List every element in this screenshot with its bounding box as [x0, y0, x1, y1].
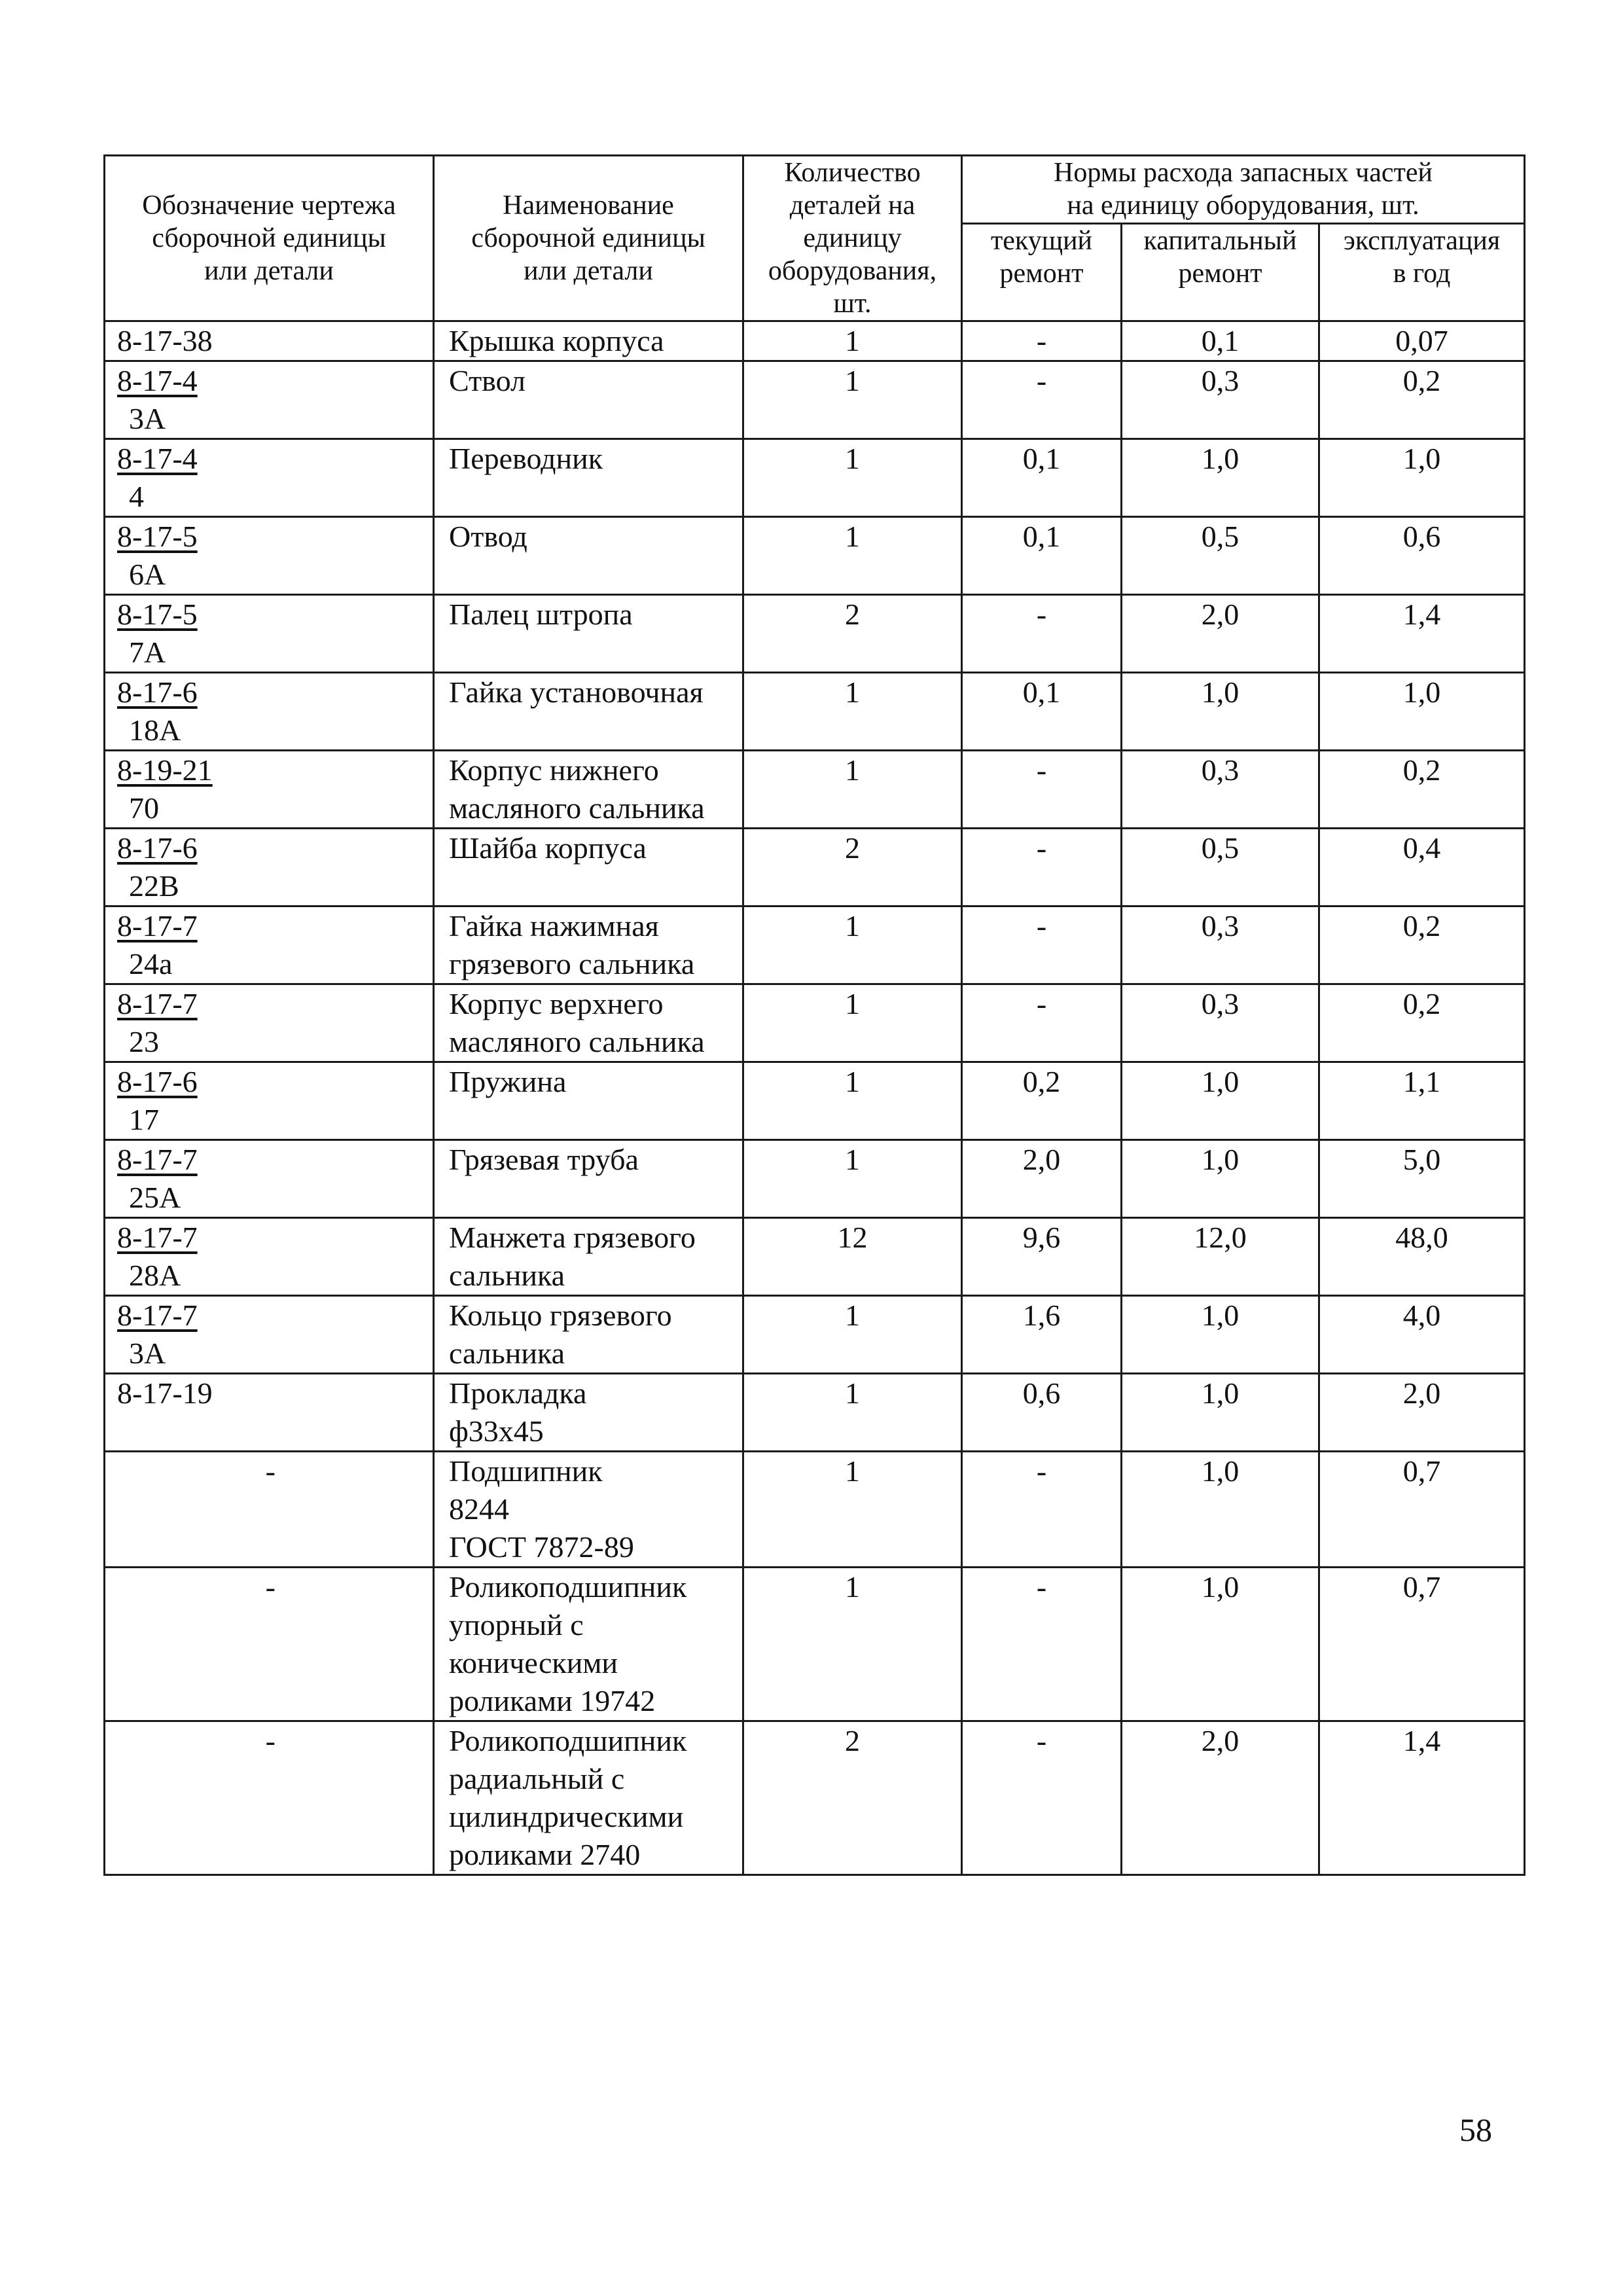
- cell-part-name: [434, 984, 743, 1062]
- name-line: грязевого сальника: [449, 947, 695, 980]
- cell-quantity: 1: [743, 1452, 962, 1568]
- code-line: 6А: [129, 558, 166, 591]
- cell-capital-repair: 12,0: [1122, 1218, 1319, 1296]
- cell-drawing-code: [105, 1452, 434, 1568]
- cell-drawing-code: [105, 984, 434, 1062]
- cell-operation: 0,07: [1319, 321, 1525, 361]
- table-body: [105, 321, 1525, 1875]
- cell-part-name: [434, 595, 743, 673]
- name-line: Пружина: [449, 1065, 567, 1098]
- name-line: Шайба корпуса: [449, 831, 647, 865]
- table-row: [105, 439, 1525, 517]
- name-line: Палец штропа: [449, 598, 633, 631]
- cell-capital-repair: 0,3: [1122, 906, 1319, 984]
- cell-drawing-code: [105, 1568, 434, 1721]
- header-capital-line: ремонт: [1178, 258, 1262, 289]
- cell-capital-repair: 2,0: [1122, 1721, 1319, 1875]
- cell-quantity: 1: [743, 1296, 962, 1374]
- cell-part-name: [434, 439, 743, 517]
- name-line: Крышка корпуса: [449, 324, 664, 357]
- cell-operation: 0,2: [1319, 906, 1525, 984]
- cell-part-name: [434, 321, 743, 361]
- cell-capital-repair: 0,3: [1122, 361, 1319, 439]
- header-norms-line: на единицу оборудования, шт.: [1067, 190, 1419, 221]
- table-row: [105, 1721, 1525, 1875]
- code-line: 8-17-7: [117, 1299, 198, 1332]
- code-line: -: [265, 1454, 276, 1488]
- code-line: 3А: [129, 1336, 166, 1370]
- code-line: 22В: [129, 869, 179, 903]
- cell-part-name: [434, 751, 743, 829]
- cell-drawing-code: [105, 906, 434, 984]
- cell-capital-repair: 1,0: [1122, 1452, 1319, 1568]
- code-line: 8-17-4: [117, 364, 198, 397]
- cell-current-repair: 0,1: [962, 439, 1122, 517]
- name-line: масляного сальника: [449, 791, 705, 825]
- name-line: Переводник: [449, 442, 603, 475]
- name-line: ф33х45: [449, 1414, 544, 1448]
- cell-capital-repair: 0,3: [1122, 984, 1319, 1062]
- cell-capital-repair: 1,0: [1122, 1374, 1319, 1452]
- name-line: ГОСТ 7872-89: [449, 1530, 634, 1564]
- cell-operation: 1,0: [1319, 673, 1525, 751]
- cell-drawing-code: [105, 517, 434, 595]
- cell-operation: 0,4: [1319, 829, 1525, 906]
- code-line: 8-17-7: [117, 987, 198, 1020]
- code-line: 8-17-7: [117, 1221, 198, 1254]
- header-norms-line: Нормы расхода запасных частей: [1054, 158, 1433, 188]
- cell-operation: 4,0: [1319, 1296, 1525, 1374]
- name-line: цилиндрическими: [449, 1800, 684, 1833]
- cell-drawing-code: [105, 1721, 434, 1875]
- table-row: [105, 321, 1525, 361]
- code-line: 23: [129, 1025, 159, 1058]
- table-row: [105, 906, 1525, 984]
- header-norms: [962, 156, 1525, 224]
- cell-current-repair: -: [962, 1452, 1122, 1568]
- header-name-line: сборочной единицы: [471, 223, 705, 253]
- cell-operation: 1,4: [1319, 595, 1525, 673]
- code-line: 8-19-21: [117, 753, 213, 787]
- cell-part-name: [434, 1374, 743, 1452]
- table-row: [105, 1568, 1525, 1721]
- cell-quantity: 1: [743, 361, 962, 439]
- header-qty: [743, 156, 962, 321]
- table-row: [105, 1140, 1525, 1218]
- name-line: Корпус верхнего: [449, 987, 664, 1020]
- name-line: Гайка установочная: [449, 675, 704, 709]
- cell-current-repair: 2,0: [962, 1140, 1122, 1218]
- cell-drawing-code: [105, 673, 434, 751]
- code-line: 3А: [129, 402, 166, 435]
- code-line: 8-17-5: [117, 598, 198, 631]
- name-line: Отвод: [449, 520, 527, 553]
- header-current-line: текущий: [990, 225, 1093, 256]
- cell-quantity: 1: [743, 1140, 962, 1218]
- table-row: [105, 1296, 1525, 1374]
- table-row: [105, 517, 1525, 595]
- cell-drawing-code: [105, 1218, 434, 1296]
- cell-operation: 0,7: [1319, 1568, 1525, 1721]
- cell-part-name: [434, 1062, 743, 1140]
- table-row: [105, 829, 1525, 906]
- cell-current-repair: -: [962, 906, 1122, 984]
- code-line: 8-17-7: [117, 1143, 198, 1176]
- code-line: -: [265, 1570, 276, 1604]
- header-qty-line: шт.: [833, 289, 872, 319]
- cell-quantity: 1: [743, 673, 962, 751]
- cell-quantity: 12: [743, 1218, 962, 1296]
- header-code-line: сборочной единицы: [152, 223, 386, 253]
- cell-part-name: [434, 906, 743, 984]
- cell-quantity: 1: [743, 517, 962, 595]
- name-line: сальника: [449, 1259, 565, 1292]
- cell-capital-repair: 0,1: [1122, 321, 1319, 361]
- header-capital-line: капитальный: [1143, 225, 1297, 256]
- cell-current-repair: -: [962, 829, 1122, 906]
- name-line: Подшипник: [449, 1454, 603, 1488]
- table-row: [105, 984, 1525, 1062]
- header-operation-line: в год: [1393, 258, 1451, 289]
- cell-current-repair: -: [962, 751, 1122, 829]
- cell-current-repair: -: [962, 595, 1122, 673]
- name-line: Кольцо грязевого: [449, 1299, 672, 1332]
- code-line: 28А: [129, 1259, 181, 1292]
- cell-quantity: 1: [743, 984, 962, 1062]
- code-line: 7А: [129, 636, 166, 669]
- cell-current-repair: 0,6: [962, 1374, 1122, 1452]
- code-line: 24а: [129, 947, 173, 980]
- cell-capital-repair: 0,5: [1122, 829, 1319, 906]
- cell-operation: 0,7: [1319, 1452, 1525, 1568]
- name-line: масляного сальника: [449, 1025, 705, 1058]
- cell-capital-repair: 2,0: [1122, 595, 1319, 673]
- cell-operation: 0,2: [1319, 751, 1525, 829]
- header-name-line: Наименование: [503, 190, 674, 221]
- cell-operation: 5,0: [1319, 1140, 1525, 1218]
- cell-operation: 0,2: [1319, 361, 1525, 439]
- header-qty-line: единицу: [803, 223, 902, 253]
- name-line: Манжета грязевого: [449, 1221, 696, 1254]
- name-line: радиальный с: [449, 1762, 625, 1795]
- code-line: 17: [129, 1103, 159, 1136]
- cell-drawing-code: [105, 595, 434, 673]
- cell-current-repair: 0,2: [962, 1062, 1122, 1140]
- cell-current-repair: 0,1: [962, 673, 1122, 751]
- cell-current-repair: 0,1: [962, 517, 1122, 595]
- name-line: Грязевая труба: [449, 1143, 639, 1176]
- cell-current-repair: -: [962, 1568, 1122, 1721]
- header-operation: [1319, 223, 1525, 321]
- table-row: [105, 1452, 1525, 1568]
- header-qty-line: деталей на: [789, 190, 916, 221]
- cell-capital-repair: 1,0: [1122, 439, 1319, 517]
- name-line: роликами 19742: [449, 1684, 656, 1717]
- table-row: [105, 1218, 1525, 1296]
- header-current-line: ремонт: [999, 258, 1084, 289]
- name-line: коническими: [449, 1646, 618, 1679]
- name-line: 8244: [449, 1492, 509, 1526]
- cell-part-name: [434, 517, 743, 595]
- cell-quantity: 1: [743, 439, 962, 517]
- cell-quantity: 2: [743, 1721, 962, 1875]
- cell-current-repair: 1,6: [962, 1296, 1122, 1374]
- header-code-line: Обозначение чертежа: [142, 190, 396, 221]
- cell-capital-repair: 1,0: [1122, 1062, 1319, 1140]
- table-row: [105, 361, 1525, 439]
- code-line: 18А: [129, 713, 181, 747]
- cell-operation: 48,0: [1319, 1218, 1525, 1296]
- cell-drawing-code: [105, 439, 434, 517]
- cell-drawing-code: [105, 1062, 434, 1140]
- cell-part-name: [434, 1218, 743, 1296]
- header-name-line: или детали: [524, 256, 653, 286]
- table-row: [105, 673, 1525, 751]
- cell-drawing-code: [105, 1140, 434, 1218]
- header-code-line: или детали: [204, 256, 334, 286]
- code-line: -: [265, 1724, 276, 1757]
- cell-current-repair: 9,6: [962, 1218, 1122, 1296]
- name-line: упорный с: [449, 1608, 584, 1641]
- cell-part-name: [434, 1140, 743, 1218]
- cell-part-name: [434, 1296, 743, 1374]
- cell-capital-repair: 0,3: [1122, 751, 1319, 829]
- code-line: 8-17-4: [117, 442, 198, 475]
- code-line: 8-17-38: [117, 324, 213, 357]
- header-code: [105, 156, 434, 321]
- table-row: [105, 1062, 1525, 1140]
- name-line: Корпус нижнего: [449, 753, 659, 787]
- table-row: [105, 751, 1525, 829]
- cell-quantity: 1: [743, 751, 962, 829]
- header-operation-line: эксплуатация: [1343, 225, 1501, 256]
- cell-operation: 1,4: [1319, 1721, 1525, 1875]
- cell-capital-repair: 1,0: [1122, 1140, 1319, 1218]
- table-row: [105, 1374, 1525, 1452]
- cell-drawing-code: [105, 751, 434, 829]
- cell-drawing-code: [105, 361, 434, 439]
- cell-current-repair: -: [962, 321, 1122, 361]
- cell-part-name: [434, 1452, 743, 1568]
- header-name: [434, 156, 743, 321]
- cell-current-repair: -: [962, 984, 1122, 1062]
- page-number: 58: [1459, 2111, 1492, 2148]
- cell-part-name: [434, 361, 743, 439]
- name-line: Прокладка: [449, 1376, 587, 1410]
- cell-part-name: [434, 1721, 743, 1875]
- header-row-top: [105, 156, 1525, 224]
- cell-operation: 0,6: [1319, 517, 1525, 595]
- cell-operation: 1,1: [1319, 1062, 1525, 1140]
- name-line: Роликоподшипник: [449, 1570, 687, 1604]
- cell-quantity: 1: [743, 1568, 962, 1721]
- cell-capital-repair: 1,0: [1122, 1568, 1319, 1721]
- code-line: 8-17-5: [117, 520, 198, 553]
- header-capital-repair: [1122, 223, 1319, 321]
- cell-part-name: [434, 673, 743, 751]
- header-current-repair: [962, 223, 1122, 321]
- cell-quantity: 1: [743, 1374, 962, 1452]
- cell-drawing-code: [105, 1374, 434, 1452]
- spare-parts-table: [103, 154, 1525, 1876]
- cell-quantity: 1: [743, 906, 962, 984]
- cell-capital-repair: 1,0: [1122, 1296, 1319, 1374]
- cell-quantity: 2: [743, 829, 962, 906]
- cell-quantity: 1: [743, 321, 962, 361]
- cell-drawing-code: [105, 1296, 434, 1374]
- name-line: сальника: [449, 1336, 565, 1370]
- cell-quantity: 1: [743, 1062, 962, 1140]
- code-line: 4: [129, 480, 144, 513]
- code-line: 25А: [129, 1181, 181, 1214]
- header-qty-line: Количество: [784, 158, 921, 188]
- code-line: 8-17-7: [117, 909, 198, 942]
- cell-part-name: [434, 1568, 743, 1721]
- cell-current-repair: -: [962, 1721, 1122, 1875]
- header-qty-line: оборудования,: [768, 256, 937, 286]
- name-line: роликами 2740: [449, 1838, 641, 1871]
- code-line: 8-17-6: [117, 675, 198, 709]
- name-line: Ствол: [449, 364, 526, 397]
- cell-capital-repair: 1,0: [1122, 673, 1319, 751]
- cell-drawing-code: [105, 321, 434, 361]
- cell-part-name: [434, 829, 743, 906]
- code-line: 70: [129, 791, 159, 825]
- code-line: 8-17-19: [117, 1376, 213, 1410]
- cell-capital-repair: 0,5: [1122, 517, 1319, 595]
- code-line: 8-17-6: [117, 1065, 198, 1098]
- cell-operation: 0,2: [1319, 984, 1525, 1062]
- table-row: [105, 595, 1525, 673]
- cell-operation: 1,0: [1319, 439, 1525, 517]
- name-line: Гайка нажимная: [449, 909, 659, 942]
- cell-drawing-code: [105, 829, 434, 906]
- cell-quantity: 2: [743, 595, 962, 673]
- cell-current-repair: -: [962, 361, 1122, 439]
- cell-operation: 2,0: [1319, 1374, 1525, 1452]
- name-line: Роликоподшипник: [449, 1724, 687, 1757]
- code-line: 8-17-6: [117, 831, 198, 865]
